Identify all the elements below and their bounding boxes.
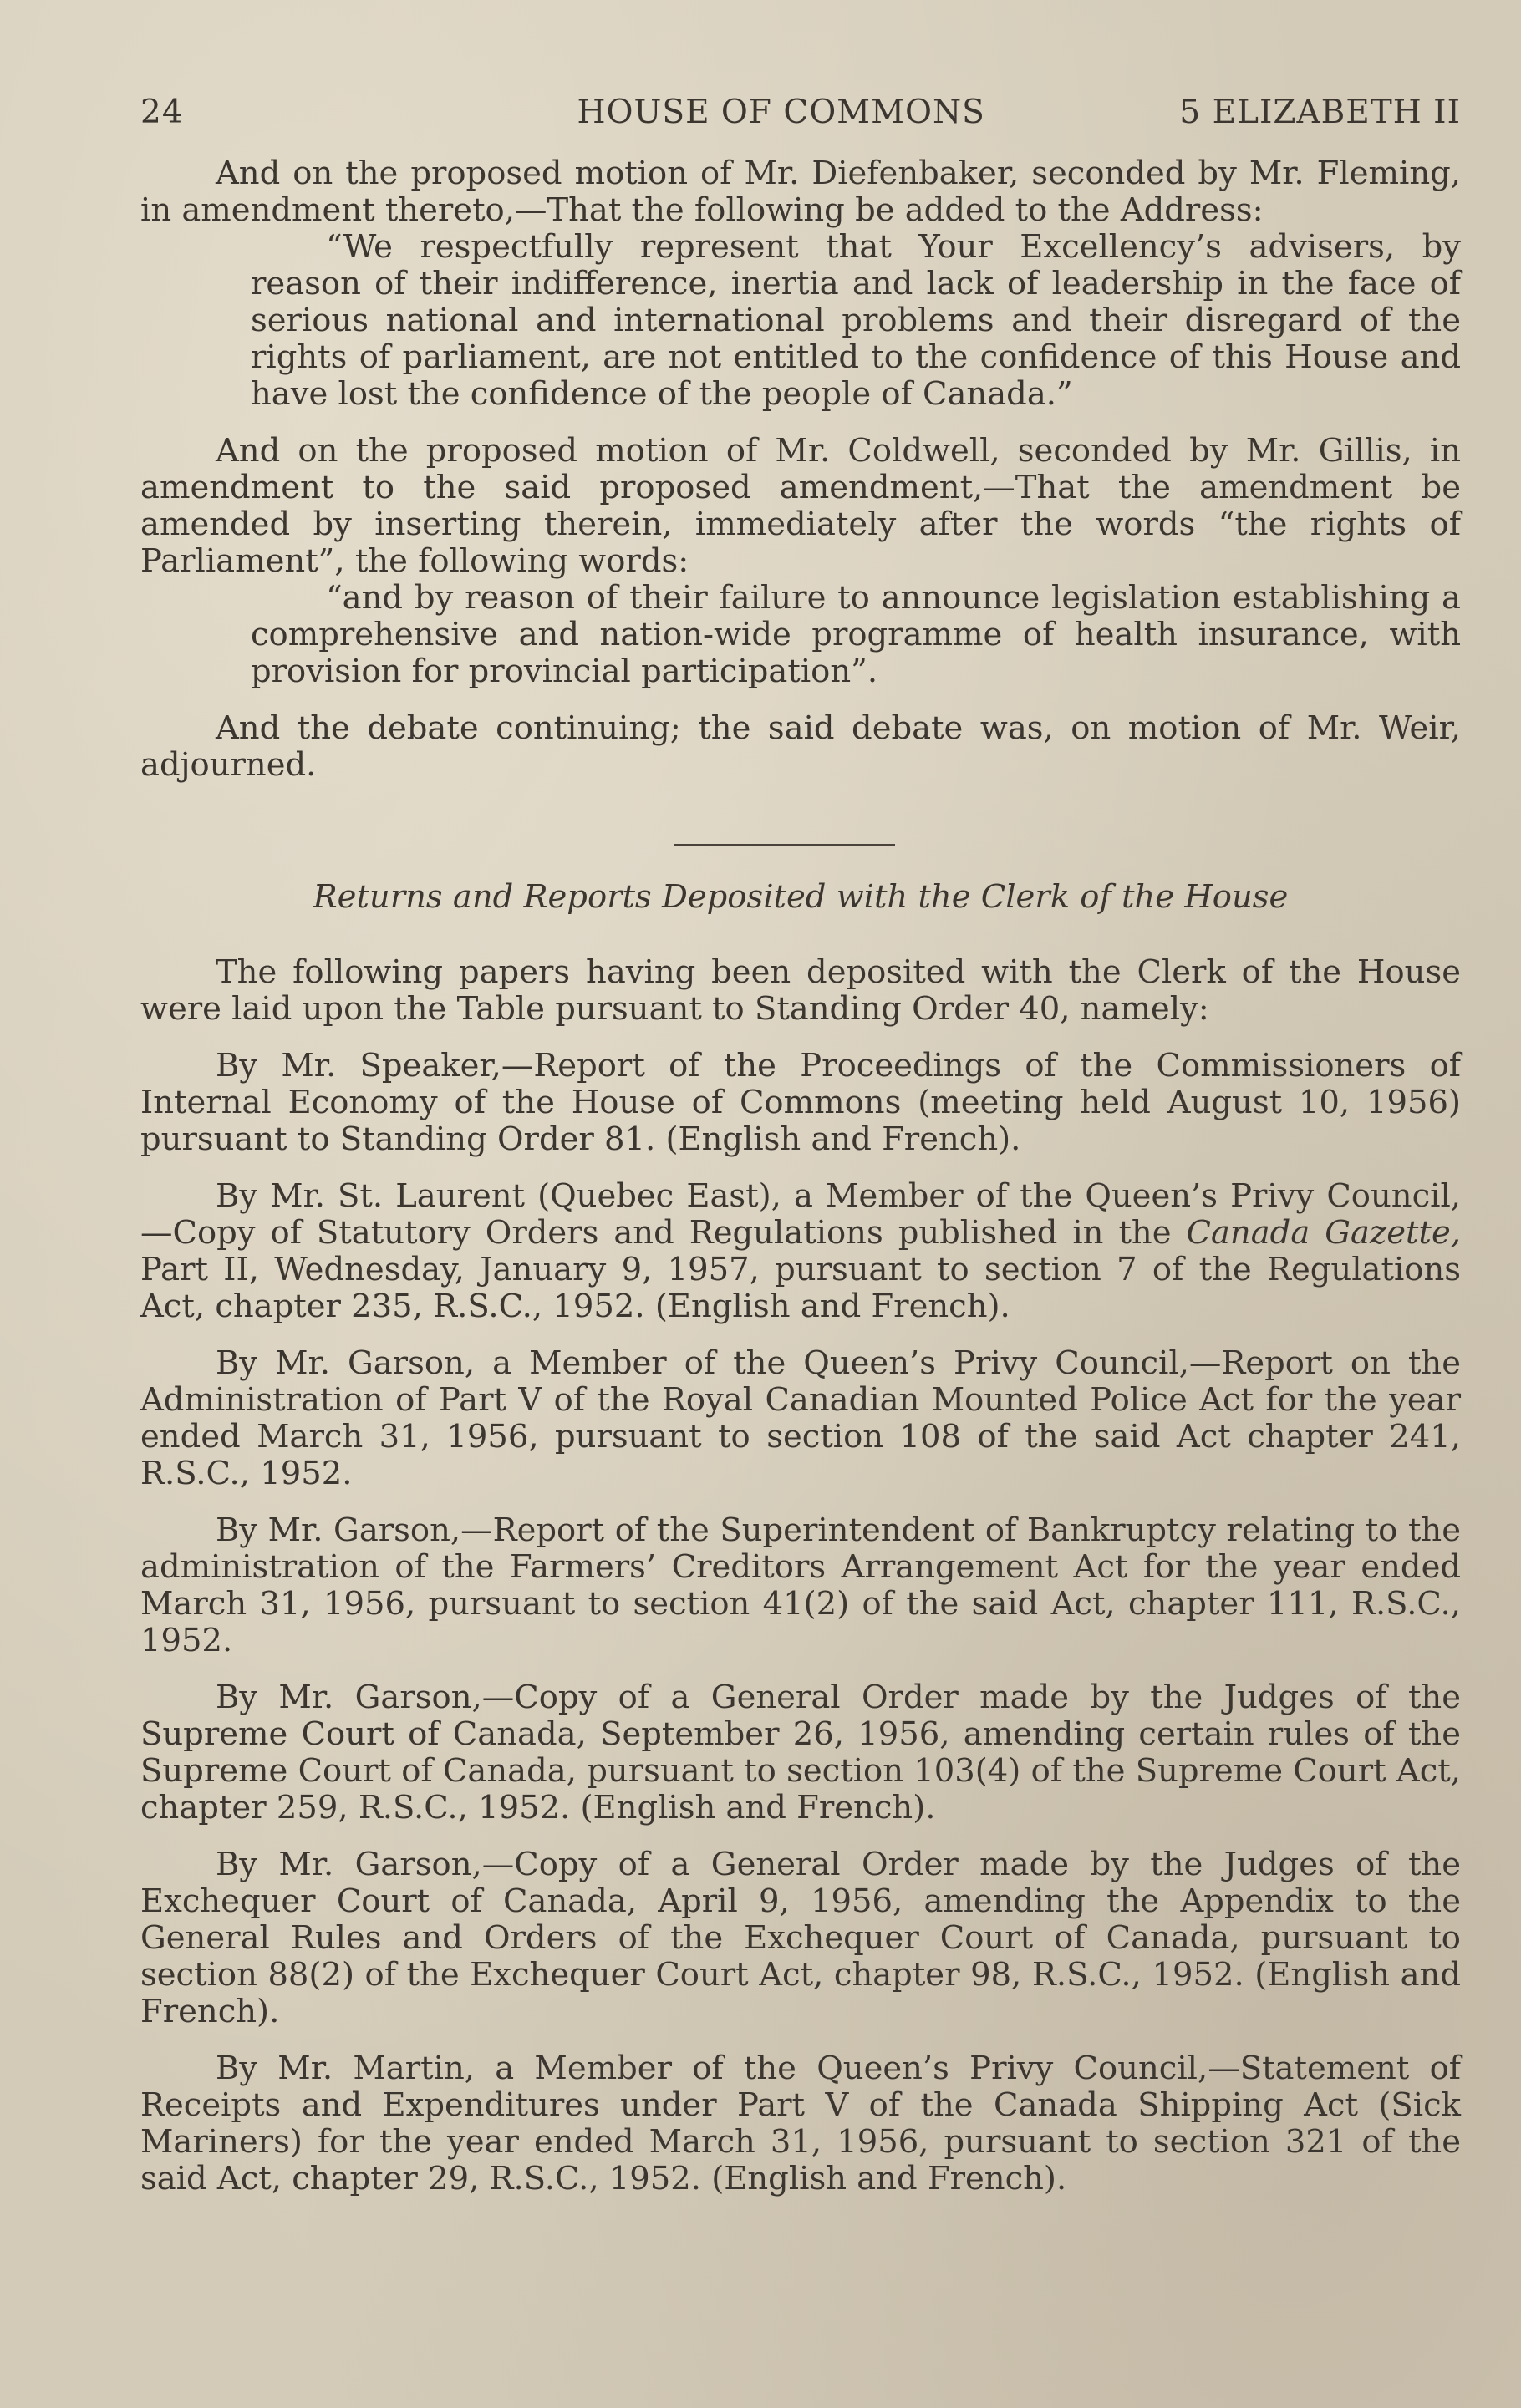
section-divider — [674, 844, 895, 846]
return-item: By Mr. Garson,—Copy of a General Order made by the Judges of the Exchequer Court of Canada, April 9, 1956, amending the Appendix to the General Rules and Orders of the Exchequer Court of Canada, pursuant to section 88(2) of the Exchequer Court Act, chapter 98, R.S.C., 1952. (English and French). — [140, 1846, 1461, 2030]
document-page — [140, 94, 1461, 2197]
return-item-text: By Mr. St. Laurent (Quebec East), a Member of the Queen’s Privy Council,—Copy of Statutory Orders and Regulations published in the — [140, 1177, 1461, 1252]
page-number: 24 — [140, 94, 184, 131]
paragraph-diefenbaker-motion: And on the proposed motion of Mr. Diefenbaker, seconded by Mr. Fleming, in amendment thereto,—That the following be added to the Address: — [140, 155, 1461, 229]
return-item: By Mr. Garson,—Copy of a General Order made by the Judges of the Supreme Court of Canada, September 26, 1956, amending certain rules of the Supreme Court of Canada, pursuant to section 103(4) of the Supreme Court Act, chapter 259, R.S.C., 1952. (English and French). — [140, 1679, 1461, 1826]
quoted-amendment: “We respectfully represent that Your Excellency’s advisers, by reason of their indifference, inertia and lack of leadership in the face of serious national and international problems and their disregard of the rights of parliament, are not entitled to the confidence of this House and have lost the confidence of the people of Canada.” — [251, 228, 1461, 413]
publication-title: Canada Gazette, — [1186, 1214, 1462, 1252]
paragraph-debate-adjourned: And the debate continuing; the said debate was, on motion of Mr. Weir, adjourned. — [140, 709, 1461, 784]
return-item: By Mr. Martin, a Member of the Queen’s Privy Council,—Statement of Receipts and Expenditures under Part V of the Canada Shipping Act (Sick Mariners) for the year ended March 31, 1956, pursuant to section 321 of the said Act, chapter 29, R.S.C., 1952. (English and French). — [140, 2050, 1461, 2197]
debate-section — [140, 155, 1461, 784]
return-item: By Mr. Garson,—Report of the Superintendent of Bankruptcy relating to the administration of the Farmers’ Creditors Arrangement Act for the year ended March 31, 1956, pursuant to section 41(2) of the said Act, chapter 111, R.S.C., 1952. — [140, 1511, 1461, 1659]
running-header — [140, 94, 1461, 144]
paragraph-coldwell-motion: And on the proposed motion of Mr. Coldwell, seconded by Mr. Gillis, in amendment to the said proposed amendment,—That the amendment be amended by inserting therein, immediately after the words “the rights of Parliament”, the following words: — [140, 432, 1461, 580]
journal-title: HOUSE OF COMMONS — [577, 94, 985, 131]
section-heading: Returns and Reports Deposited with the Clerk of the House — [313, 878, 1289, 916]
return-item — [140, 1178, 1461, 1325]
quoted-subamendment: “and by reason of their failure to announce legislation establishing a comprehensive and nation-wide programme of health insurance, with provision for provincial participation”. — [251, 579, 1461, 690]
return-item-text: Part II, Wednesday, January 9, 1957, pursuant to section 7 of the Regulations Act, chapter 235, R.S.C., 1952. (English and French). — [140, 1251, 1461, 1325]
return-item: By Mr. Speaker,—Report of the Proceedings of the Commissioners of Internal Economy of the House of Commons (meeting held August 10, 1956) pursuant to Standing Order 81. (English and French). — [140, 1047, 1461, 1158]
regnal-year: 5 ELIZABETH II — [1179, 94, 1461, 131]
return-item: By Mr. Garson, a Member of the Queen’s Privy Council,—Report on the Administration of Part V of the Royal Canadian Mounted Police Act for the year ended March 31, 1956, pursuant to section 108 of the said Act chapter 241, R.S.C., 1952. — [140, 1344, 1461, 1492]
returns-intro: The following papers having been deposited with the Clerk of the House were laid upon the Table pursuant to Standing Order 40, namely: — [140, 953, 1461, 1028]
returns-section — [140, 954, 1461, 2197]
